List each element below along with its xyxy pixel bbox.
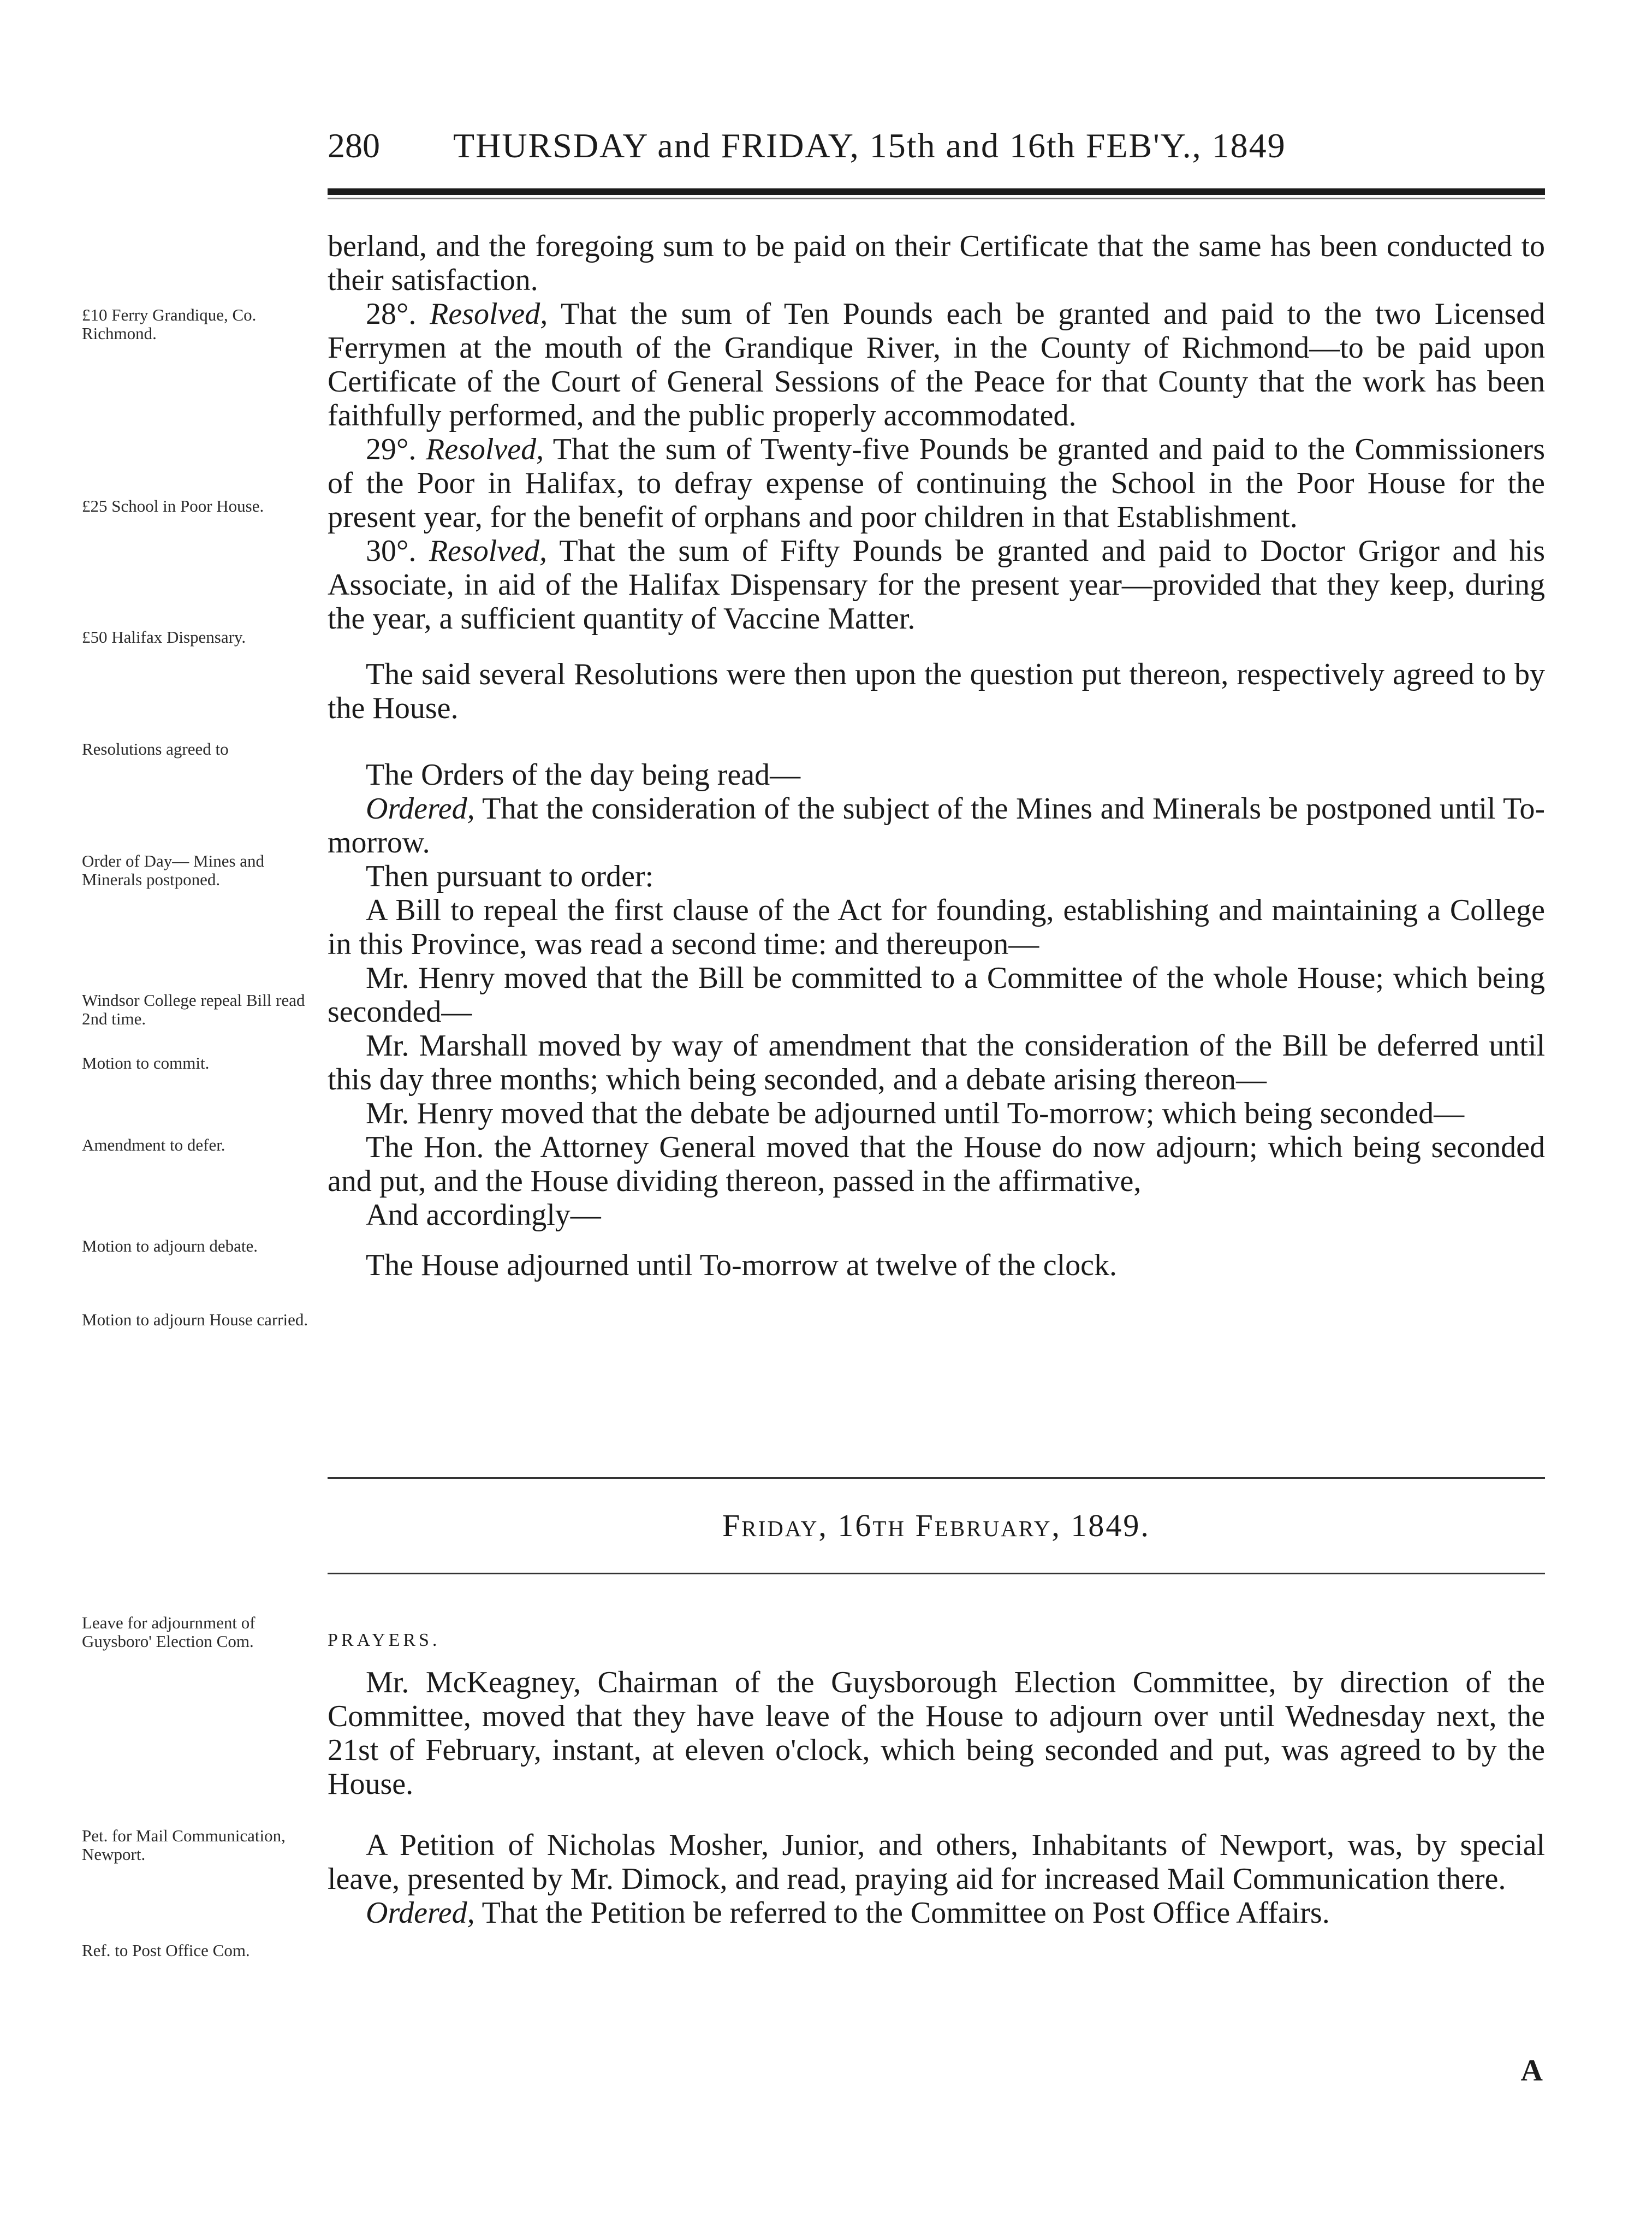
margin-note-dispensary: £50 Halifax Dispensary. xyxy=(82,627,246,647)
page-header xyxy=(328,115,1545,169)
header-rule xyxy=(328,188,1545,195)
resolution-lead: Resolved, xyxy=(426,432,544,466)
margin-note-school: £25 School in Poor House. xyxy=(82,496,264,515)
margin-note-amendment: Amendment to defer. xyxy=(82,1135,225,1154)
catchword: A xyxy=(1520,2054,1543,2088)
header-rule-thin xyxy=(328,198,1545,199)
order-lead: Ordered, xyxy=(366,1896,475,1930)
paragraph: A Bill to repeal the first clause of the Act for founding, establishing and maintaining a College in this Province, was read a second time: and thereupon— xyxy=(328,893,1545,961)
section-rule-top xyxy=(328,1477,1545,1479)
paragraph: A Petition of Nicholas Mosher, Junior, and others, Inhabitants of Newport, was, by special leave, presented by Mr. Dimock, and read, praying aid for increased Mail Communication there. xyxy=(328,1828,1545,1896)
resolution-number: 28°. xyxy=(366,297,417,331)
resolution-28 xyxy=(328,297,1545,432)
margin-note-order-of-day: Order of Day— Mines and Minerals postponed. xyxy=(82,851,265,889)
order-refer xyxy=(328,1896,1545,1930)
resolution-30 xyxy=(328,534,1545,636)
margin-note-ferry: £10 Ferry Grandique, Co. Richmond. xyxy=(82,305,257,343)
running-title: THURSDAY and FRIDAY, 15th and 16th FEB'Y., 1849 xyxy=(453,126,1286,165)
main-text-block xyxy=(328,229,1545,1282)
resolution-lead: Resolved, xyxy=(429,534,547,568)
paragraph: And accordingly— xyxy=(366,1198,601,1232)
resolution-lead: Resolved, xyxy=(430,297,548,331)
resolution-number: 29°. xyxy=(366,432,417,466)
order-postpone xyxy=(328,792,1545,860)
paragraph: The Orders of the day being read— xyxy=(366,758,801,792)
margin-note-windsor-college: Windsor College repeal Bill read 2nd time. xyxy=(82,991,305,1028)
resolution-text: That the sum of Ten Pounds each be granted and paid to the two Licensed Ferrymen at the mouth of the Grandique River, in the County of Richmond—to be paid upon Certificate of the Court of General Sessions of the Peace for that County that the work has been faithfully performed, and the public properly accommodated. xyxy=(328,297,1545,432)
page-number: 280 xyxy=(328,126,380,165)
resolution-number: 30°. xyxy=(366,534,417,568)
resolution-text: That the sum of Twenty-five Pounds be granted and paid to the Commissioners of the Poor in Halifax, to defray expense of continuing the School in the Poor House for the present year, for the benefit of orphans and poor children in that Establishment. xyxy=(328,432,1546,534)
paragraph: Mr. McKeagney, Chairman of the Guysborough Election Committee, by direction of the Committee, moved that they have leave of the House to adjourn over until Wednesday next, the 21st of February, instant, at eleven o'clock, which being seconded and put, was agreed to by the House. xyxy=(328,1666,1545,1801)
resolution-text: That the sum of Fifty Pounds be granted and paid to Doctor Grigor and his Associate, in aid of the Halifax Dispensary for the present year—provided that they keep, during the year, a sufficient quantity of Vaccine Matter. xyxy=(328,534,1545,636)
section-heading: Friday, 16th February, 1849. xyxy=(722,1508,1150,1543)
paragraph: Mr. Marshall moved by way of amendment that the consideration of the Bill be deferred until this day three months; which being seconded, and a debate arising thereon— xyxy=(328,1029,1545,1097)
margin-note-leave-adjournment: Leave for adjournment of Guysboro' Election Com. xyxy=(82,1613,255,1651)
main-text-block-2 xyxy=(328,1666,1545,1930)
section-rule-bottom xyxy=(328,1573,1545,1574)
margin-note-petition-mail: Pet. for Mail Communication, Newport. xyxy=(82,1826,286,1864)
order-text: That the Petition be referred to the Committee on Post Office Affairs. xyxy=(482,1896,1330,1930)
prayers-label: PRAYERS. xyxy=(328,1630,441,1650)
paragraph: The Hon. the Attorney General moved that the House do now adjourn; which being seconded and put, and the House dividing thereon, passed in the affirmative, xyxy=(328,1130,1545,1198)
margin-note-resolutions: Resolutions agreed to xyxy=(82,739,229,758)
order-text: That the consideration of the subject of the Mines and Minerals be postponed until To-morrow. xyxy=(328,792,1545,860)
paragraph: The House adjourned until To-morrow at twelve of the clock. xyxy=(366,1248,1117,1282)
paragraph: Mr. Henry moved that the Bill be committed to a Committee of the whole House; which being seconded— xyxy=(328,961,1545,1029)
paragraph: Then pursuant to order: xyxy=(366,860,654,893)
paragraph: Mr. Henry moved that the debate be adjourned until To-morrow; which being seconded— xyxy=(366,1097,1465,1130)
margin-note-adjourn-debate: Motion to adjourn debate. xyxy=(82,1236,258,1255)
order-lead: Ordered, xyxy=(366,792,475,826)
margin-note-motion-commit: Motion to commit. xyxy=(82,1053,210,1072)
paragraph: berland, and the foregoing sum to be paid on their Certificate that the same has been conducted to their satisfaction. xyxy=(328,229,1545,297)
margin-note-ref-post-office: Ref. to Post Office Com. xyxy=(82,1941,250,1960)
resolution-29 xyxy=(328,432,1545,534)
paragraph: The said several Resolutions were then upon the question put thereon, respectively agreed to by the House. xyxy=(328,657,1545,725)
margin-note-adjourn-house: Motion to adjourn House carried. xyxy=(82,1310,308,1329)
